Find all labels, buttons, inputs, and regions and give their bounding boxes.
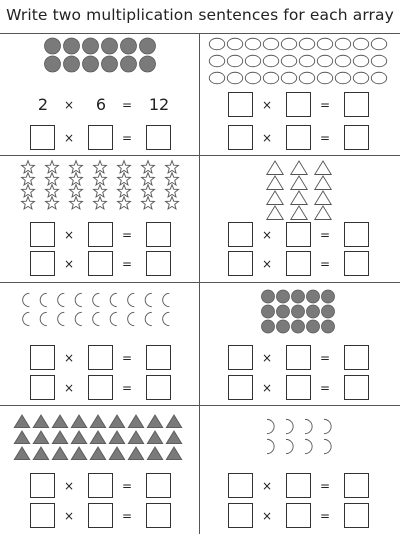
equation-row: [0, 503, 199, 529]
answer-box[interactable]: [88, 125, 113, 150]
moon-icon: [163, 312, 170, 325]
triangle-icon: [90, 431, 105, 444]
equation-row: [0, 345, 199, 371]
triangle-icon: [14, 415, 29, 428]
answer-box[interactable]: [88, 473, 113, 498]
circle-icon: [292, 290, 305, 303]
times-sign: ×: [63, 381, 75, 395]
triangle-icon: [291, 176, 308, 190]
oval-icon: [245, 38, 260, 49]
answer-box[interactable]: [228, 473, 253, 498]
triangle-icon: [315, 206, 332, 220]
answer-box[interactable]: [344, 125, 369, 150]
star-icon: [22, 161, 35, 173]
triangle-icon: [291, 191, 308, 205]
answer-box[interactable]: [88, 375, 113, 400]
equals-sign: =: [121, 228, 133, 242]
star-icon: [166, 173, 179, 185]
triangle-icon: [52, 431, 67, 444]
triangle-icon: [71, 415, 86, 428]
oval-icon: [299, 55, 314, 66]
equation-row: [200, 375, 399, 401]
circle-icon: [140, 38, 156, 54]
moon-icon: [23, 293, 30, 306]
answer-box[interactable]: [88, 251, 113, 276]
oval-icon: [263, 72, 278, 83]
triangle-icon: [166, 447, 181, 460]
triangle-icon: [109, 447, 124, 460]
oval-icon: [245, 55, 260, 66]
equals-sign: =: [121, 98, 133, 112]
equals-sign: =: [319, 351, 331, 365]
equation-row: [200, 222, 399, 248]
moon-icon: [110, 293, 117, 306]
circle-icon: [45, 56, 61, 72]
answer-box[interactable]: [286, 473, 311, 498]
times-sign: ×: [261, 131, 273, 145]
star-icon: [142, 173, 155, 185]
times-sign: ×: [63, 98, 75, 112]
circle-icon: [322, 305, 335, 318]
star-icon: [70, 173, 83, 185]
triangle-icon: [267, 191, 284, 205]
moon-icon: [93, 293, 100, 306]
star-icon: [118, 185, 131, 197]
times-sign: ×: [261, 351, 273, 365]
star-icon: [118, 161, 131, 173]
times-sign: ×: [261, 98, 273, 112]
answer-box[interactable]: [286, 345, 311, 370]
answer-box[interactable]: [146, 503, 171, 528]
example-number: 2: [37, 95, 49, 114]
triangle-icon: [147, 431, 162, 444]
answer-box[interactable]: [30, 473, 55, 498]
circle-icon: [121, 38, 137, 54]
star-icon: [22, 173, 35, 185]
oval-icon: [353, 38, 368, 49]
triangle-icon: [52, 447, 67, 460]
array-panel-7: [0, 406, 199, 534]
triangle-icon: [166, 431, 181, 444]
array-panel-4: [200, 156, 399, 282]
circle-icon: [83, 38, 99, 54]
equals-sign: =: [121, 479, 133, 493]
oval-icon: [371, 72, 386, 83]
circle-icon: [262, 290, 275, 303]
star-icon: [118, 197, 131, 209]
triangle-icon: [128, 431, 143, 444]
triangle-icon: [52, 415, 67, 428]
triangle-icon: [109, 415, 124, 428]
oval-icon: [317, 38, 332, 49]
moon-icon: [110, 312, 117, 325]
equals-sign: =: [319, 98, 331, 112]
star-icon: [46, 161, 59, 173]
star-icon: [22, 197, 35, 209]
star-icon: [46, 197, 59, 209]
moon-icon: [267, 439, 274, 453]
triangle-icon: [71, 447, 86, 460]
times-sign: ×: [63, 479, 75, 493]
oval-icon: [335, 72, 350, 83]
triangle-icon: [315, 161, 332, 175]
answer-box[interactable]: [344, 375, 369, 400]
triangle-icon: [33, 447, 48, 460]
answer-box[interactable]: [286, 503, 311, 528]
triangle-icon: [90, 447, 105, 460]
star-icon: [166, 197, 179, 209]
equals-sign: =: [121, 381, 133, 395]
moon-icon: [145, 293, 152, 306]
star-icon: [70, 197, 83, 209]
answer-box[interactable]: [88, 345, 113, 370]
answer-box[interactable]: [146, 251, 171, 276]
answer-box[interactable]: [344, 92, 369, 117]
moon-icon: [305, 439, 312, 453]
equation-row: [0, 375, 199, 401]
times-sign: ×: [261, 509, 273, 523]
circle-icon: [102, 38, 118, 54]
oval-icon: [281, 55, 296, 66]
moon-icon: [324, 439, 331, 453]
array-panel-1: [0, 33, 199, 155]
circle-icon: [83, 56, 99, 72]
times-sign: ×: [261, 257, 273, 271]
equation-row: [200, 345, 399, 371]
oval-icon: [335, 55, 350, 66]
oval-icon: [371, 38, 386, 49]
triangle-icon: [291, 161, 308, 175]
example-number: 12: [148, 95, 170, 114]
star-icon: [70, 161, 83, 173]
answer-box[interactable]: [30, 375, 55, 400]
triangle-icon: [147, 447, 162, 460]
star-icon: [166, 161, 179, 173]
circle-icon: [277, 290, 290, 303]
equals-sign: =: [319, 509, 331, 523]
array-panel-5: [0, 283, 199, 405]
answer-box[interactable]: [146, 125, 171, 150]
array-panel-2: [200, 33, 399, 155]
oval-icon: [371, 55, 386, 66]
moon-icon: [23, 312, 30, 325]
star-icon: [142, 161, 155, 173]
answer-box[interactable]: [146, 473, 171, 498]
times-sign: ×: [261, 479, 273, 493]
equation-row: [200, 473, 399, 499]
oval-icon: [227, 55, 242, 66]
answer-box[interactable]: [228, 125, 253, 150]
equals-sign: =: [319, 228, 331, 242]
circle-icon: [322, 320, 335, 333]
oval-icon: [209, 55, 224, 66]
answer-box[interactable]: [30, 222, 55, 247]
oval-icon: [299, 38, 314, 49]
equation-row: [200, 251, 399, 277]
star-icon: [118, 173, 131, 185]
answer-box[interactable]: [286, 125, 311, 150]
equals-sign: =: [121, 509, 133, 523]
equals-sign: =: [121, 257, 133, 271]
oval-icon: [245, 72, 260, 83]
moon-icon: [75, 293, 82, 306]
moon-icon: [40, 293, 47, 306]
array-panel-8: [200, 406, 399, 534]
moon-icon: [58, 312, 65, 325]
answer-box[interactable]: [344, 473, 369, 498]
answer-box[interactable]: [344, 503, 369, 528]
circle-icon: [307, 320, 320, 333]
array-5-graphic: [0, 283, 199, 337]
moon-icon: [93, 312, 100, 325]
answer-box[interactable]: [228, 503, 253, 528]
worksheet-title: Write two multiplication sentences for each array: [6, 6, 394, 24]
times-sign: ×: [63, 228, 75, 242]
answer-box[interactable]: [286, 92, 311, 117]
triangle-icon: [33, 431, 48, 444]
equation-row: [0, 473, 199, 499]
times-sign: ×: [63, 509, 75, 523]
oval-icon: [281, 72, 296, 83]
answer-box[interactable]: [88, 503, 113, 528]
star-icon: [46, 185, 59, 197]
triangle-icon: [267, 176, 284, 190]
answer-box[interactable]: [228, 345, 253, 370]
example-number: 6: [95, 95, 107, 114]
equals-sign: =: [121, 351, 133, 365]
array-panel-3: [0, 156, 199, 282]
circle-icon: [45, 38, 61, 54]
equation-row: [0, 222, 199, 248]
times-sign: ×: [261, 381, 273, 395]
triangle-icon: [71, 431, 86, 444]
moon-icon: [75, 312, 82, 325]
circle-icon: [121, 56, 137, 72]
answer-box[interactable]: [30, 503, 55, 528]
array-4-graphic: [200, 156, 399, 227]
moon-icon: [128, 312, 135, 325]
oval-icon: [263, 55, 278, 66]
oval-icon: [227, 72, 242, 83]
star-icon: [46, 173, 59, 185]
equation-row: [200, 125, 399, 151]
star-icon: [94, 161, 107, 173]
circle-icon: [307, 290, 320, 303]
star-icon: [94, 197, 107, 209]
oval-icon: [335, 38, 350, 49]
moon-icon: [305, 419, 312, 433]
equation-row: [0, 92, 199, 118]
circle-icon: [307, 305, 320, 318]
equation-row: [0, 251, 199, 277]
answer-box[interactable]: [286, 375, 311, 400]
answer-box[interactable]: [88, 222, 113, 247]
answer-box[interactable]: [30, 251, 55, 276]
moon-icon: [286, 439, 293, 453]
oval-icon: [353, 72, 368, 83]
times-sign: ×: [261, 228, 273, 242]
answer-box[interactable]: [228, 92, 253, 117]
answer-box[interactable]: [228, 222, 253, 247]
equation-row: [200, 92, 399, 118]
triangle-icon: [291, 206, 308, 220]
triangle-icon: [267, 206, 284, 220]
equals-sign: =: [319, 381, 331, 395]
star-icon: [166, 185, 179, 197]
circle-icon: [64, 56, 80, 72]
circle-icon: [277, 305, 290, 318]
oval-icon: [209, 38, 224, 49]
circle-icon: [292, 320, 305, 333]
equals-sign: =: [319, 479, 331, 493]
equation-row: [0, 125, 199, 151]
times-sign: ×: [63, 351, 75, 365]
star-icon: [142, 197, 155, 209]
oval-icon: [263, 38, 278, 49]
oval-icon: [281, 38, 296, 49]
moon-icon: [286, 419, 293, 433]
oval-icon: [317, 55, 332, 66]
moon-icon: [40, 312, 47, 325]
triangle-icon: [109, 431, 124, 444]
star-icon: [94, 185, 107, 197]
answer-box[interactable]: [344, 345, 369, 370]
circle-icon: [140, 56, 156, 72]
triangle-icon: [315, 191, 332, 205]
times-sign: ×: [63, 131, 75, 145]
circle-icon: [322, 290, 335, 303]
equals-sign: =: [121, 131, 133, 145]
answer-box[interactable]: [344, 251, 369, 276]
answer-box[interactable]: [30, 125, 55, 150]
array-1-graphic: [0, 33, 199, 80]
triangle-icon: [33, 415, 48, 428]
equals-sign: =: [319, 131, 331, 145]
moon-icon: [145, 312, 152, 325]
array-3-graphic: [0, 156, 199, 215]
answer-box[interactable]: [228, 375, 253, 400]
answer-box[interactable]: [146, 375, 171, 400]
answer-box[interactable]: [228, 251, 253, 276]
answer-box[interactable]: [286, 251, 311, 276]
moon-icon: [163, 293, 170, 306]
star-icon: [94, 173, 107, 185]
moon-icon: [128, 293, 135, 306]
moon-icon: [324, 419, 331, 433]
array-7-graphic: [0, 406, 199, 469]
times-sign: ×: [63, 257, 75, 271]
triangle-icon: [90, 415, 105, 428]
oval-icon: [317, 72, 332, 83]
triangle-icon: [14, 447, 29, 460]
star-icon: [22, 185, 35, 197]
triangle-icon: [166, 415, 181, 428]
array-2-graphic: [200, 33, 399, 94]
oval-icon: [209, 72, 224, 83]
triangle-icon: [128, 447, 143, 460]
answer-box[interactable]: [344, 222, 369, 247]
circle-icon: [262, 305, 275, 318]
triangle-icon: [315, 176, 332, 190]
answer-box[interactable]: [146, 345, 171, 370]
star-icon: [70, 185, 83, 197]
oval-icon: [353, 55, 368, 66]
circle-icon: [292, 305, 305, 318]
oval-icon: [227, 38, 242, 49]
array-8-graphic: [200, 406, 399, 465]
circle-icon: [102, 56, 118, 72]
answer-box[interactable]: [30, 345, 55, 370]
triangle-icon: [147, 415, 162, 428]
array-panel-6: [200, 283, 399, 405]
circle-icon: [277, 320, 290, 333]
triangle-icon: [128, 415, 143, 428]
triangle-icon: [267, 161, 284, 175]
moon-icon: [267, 419, 274, 433]
moon-icon: [58, 293, 65, 306]
answer-box[interactable]: [286, 222, 311, 247]
circle-icon: [64, 38, 80, 54]
equals-sign: =: [319, 257, 331, 271]
array-6-graphic: [200, 283, 399, 341]
equation-row: [200, 503, 399, 529]
answer-box[interactable]: [146, 222, 171, 247]
circle-icon: [262, 320, 275, 333]
oval-icon: [299, 72, 314, 83]
triangle-icon: [14, 431, 29, 444]
star-icon: [142, 185, 155, 197]
